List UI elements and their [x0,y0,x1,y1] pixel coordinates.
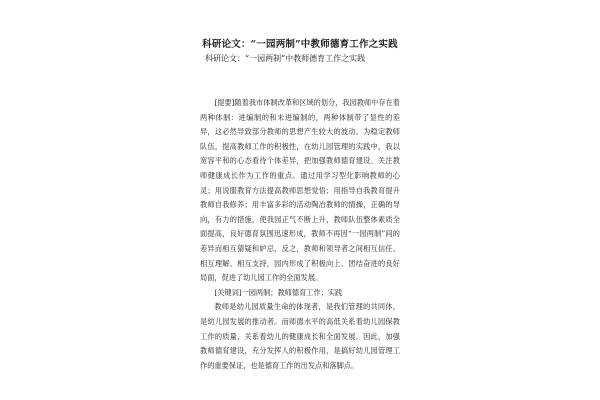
document-subtitle: 科研论文：“一园两制”中教师德育工作之实践 [205,54,366,63]
document-title: 科研论文：“一园两制”中教师德育工作之实践 [202,39,398,50]
abstract-paragraph: [提要]随着我市体制改革和区域的划分，我园教师中存在着两种体制：进编制的和未进编制的，两种体制带了显性的差异，这必然导致部分教师的思想产生较大的波动。为稳定教师队伍，提高教师工作的积极性，在幼儿园管理的实践中，我以宽容平和的心态看待个体差异，把加强教师德育建设、关注教师健康成长作为工作的重点。通过用学习型化影响教师的心灵；用说服教育方法提高教师思想觉悟；用指导自我教育提升教师自我修养；用丰富多彩的活动陶冶教师的情操，正确的导向，有力的措施，使我园正气不断上升，教师队伍整体素质全面提高，良好德育氛围迅速形成，教师不再因“一园两制”间的差异而相互猜疑和妒忌，反之，教师和领导者之间相互信任、相互理解、相互支持，园内形成了积极向上、团结奋进的良好局面，促进了幼儿园工作的全面发展。 [200,98,400,283]
document-body [200,96,400,373]
keywords-paragraph: [关键词]一园两制；教师德育工作；实践 [214,287,343,297]
body-paragraph: 教师是幼儿园质量生命的体现者，是我们管理的共同体，是幼儿园发展的推动者。而师德水平的高低关系着幼儿园保教工作的质量，关系着幼儿的健康成长和全面发展。因此，加强教师德育建设，充分发挥人的积极作用，是搞好幼儿园管理工作的重要保证，也是德育工作的出发点和落脚点。 [200,302,400,370]
